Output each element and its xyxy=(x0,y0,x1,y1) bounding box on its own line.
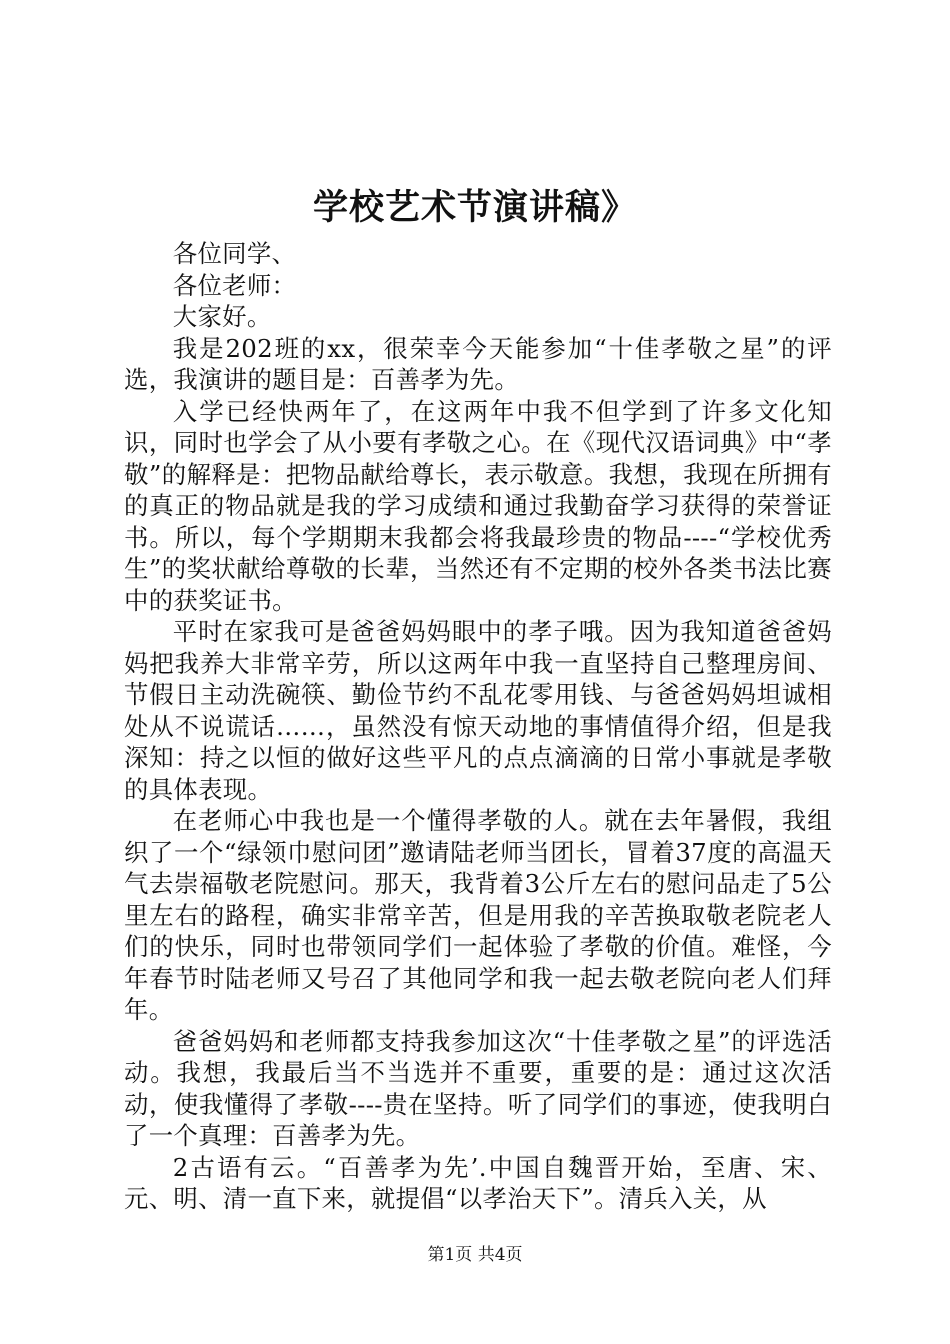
paragraph: 各位老师： xyxy=(172,270,297,300)
paragraph: 2古语有云。“百善孝为先’.中国自魏晋开始，至唐、宋、元、明、清一直下来，就提倡“以孝治天下”。清兵入关，从 xyxy=(124,1152,832,1213)
paragraph: 平时在家我可是爸爸妈妈眼中的孝子哦。因为我知道爸爸妈妈把我养大非常辛劳，所以这两年中我一直坚持自己整理房间、节假日主动洗碗筷、勤俭节约不乱花零用钱、与爸爸妈妈坦诚相处从不说谎话……，虽然没有惊天动地的事情值得介绍，但是我深知：持之以恒的做好这些平凡的点点滴滴的日常小事就是孝敬的具体表现。 xyxy=(124,617,832,804)
page-number-footer: 第1页 共4页 xyxy=(427,1245,523,1265)
paragraph: 在老师心中我也是一个懂得孝敬的人。就在去年暑假，我组织了一个“绿领巾慰问团”邀请陆老师当团长，冒着37度的高温天气去崇福敬老院慰问。那天，我背着3公斤左右的慰问品走了5公里左右的路程，确实非常辛苦，但是用我的辛苦换取敬老院老人们的快乐，同时也带领同学们一起体验了孝敬的价值。难怪，今年春节时陆老师又号召了其他同学和我一起去敬老院向老人们拜年。 xyxy=(124,806,832,1024)
document-title: 学校艺术节演讲稿》 xyxy=(312,187,637,228)
paragraph: 我是202班的xx，很荣幸今天能参加“十佳孝敬之星”的评选，我演讲的题目是：百善孝为先。 xyxy=(124,333,832,394)
document-body xyxy=(124,238,832,1215)
paragraph: 各位同学、 xyxy=(172,239,297,268)
paragraph: 大家好。 xyxy=(172,302,272,331)
paragraph: 入学已经快两年了，在这两年中我不但学到了许多文化知识，同时也学会了从小要有孝敬之心。在《现代汉语词典》中“孝敬”的解释是：把物品献给尊长，表示敬意。我想，我现在所拥有的真正的物品就是我的学习成绩和通过我勤奋学习获得的荣誉证书。所以，每个学期期末我都会将我最珍贵的物品----“学校优秀生”的奖状献给尊敬的长辈，当然还有不定期的校外各类书法比赛中的获奖证书。 xyxy=(124,396,832,615)
paragraph: 爸爸妈妈和老师都支持我参加这次“十佳孝敬之星”的评选活动。我想，我最后当不当选并不重要，重要的是：通过这次活动，使我懂得了孝敬----贵在坚持。听了同学们的事迹，使我明白了一个真理：百善孝为先。 xyxy=(124,1026,832,1150)
